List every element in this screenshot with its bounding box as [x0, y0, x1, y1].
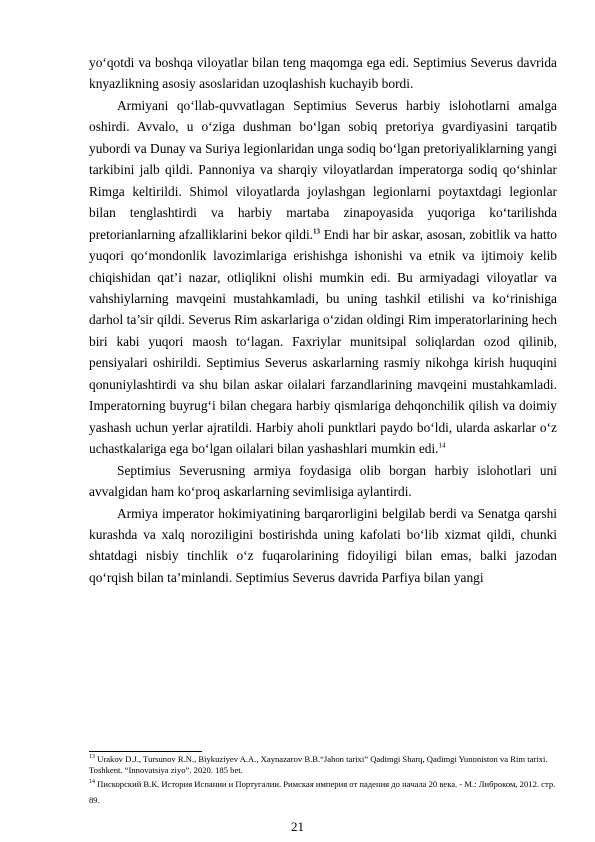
paragraph: [89, 52, 557, 95]
paragraph: [89, 503, 557, 589]
footnote: [89, 754, 557, 776]
footnote-text: Пискорский В.К. История Испании и Португалии. Римская империя от падения до начала 20 века. - М.: Либроком, 2012. стр. 89.: [89, 779, 556, 805]
paragraph-text: Septimius Severusning armiya foydasiga olib borgan harbiy islohotlari uni avvalgidan ham ko‘proq askarlarning sevimlisiga aylantirdi.: [89, 462, 557, 500]
footnote-number: 14: [89, 779, 95, 786]
paragraph: [89, 95, 557, 460]
footnote-number: 13: [89, 754, 95, 761]
main-text: [89, 52, 557, 588]
paragraph-text: yo‘qotdi va boshqa viloyatlar bilan teng maqomga ega edi. Septimius Severus davrida knyazlikning asosiy asoslaridan uzoqlashish kuchayib bordi.: [89, 55, 557, 92]
footnotes: [89, 754, 557, 808]
footnote-text: Urakov D.J., Tursunov R.N., Biykuziyev A.A., Xaynazarov B.B.“Jahon tarixi” Qadimgi Sharq, Qadimgi Yunoniston va Rim tarixi. Toshkent. “Innovatsiya ziyo”. 2020. 185 bet.: [89, 754, 548, 775]
paragraph-text: Armiya imperator hokimiyatining barqarorligini belgilab berdi va Senatga qarshi kurashda va xalq noroziligini bostirishda uning kafolati bo‘lib xizmat qildi, chunki shtatdagi nisbiy tinchlik o‘z fuqarolarining fidoyiligi bilan emas, balki jazodan qo‘rqish bilan ta’minlandi. Septimius Severus davrida Parfiya bilan yangi: [89, 505, 557, 585]
footnote: [89, 776, 557, 808]
page-number: 21: [291, 819, 304, 834]
paragraph-text: Endi har bir askar, asosan, zobitlik va hatto yuqori qo‘mondonlik lavozimlariga erishishga ishonishi va etnik va ijtimoiy kelib chiqishidan qat’i nazar, otliqlikni olishi mumkin edi. Bu armiyadagi viloyatlar va vahshiylarning mavqeini mustahkamladi, bu uning tashkil etilishi va ko‘rinishiga darhol ta’sir qildi. Severus Rim askarlariga o‘zidan oldingi Rim imperatorlarining hech biri kabi yuqori maosh to‘lagan. Faxriylar munitsipal soliqlardan ozod qilinib, pensiyalari oshirildi. Septimius Severus askarlarning rasmiy nikohga kirish huquqini qonuniylashtirdi va shu bilan askar oilalari farzandlarining mavqeini mustahkamladi. Imperatorning buyrug‘i bilan chegara harbiy qismlariga dehqonchilik qilish va doimiy yashash uchun yerlar ajratildi. Harbiy aholi punktlari paydo bo‘ldi, ularda askarlar o‘z uchastkalariga ega bo‘lgan oilalari bilan yashashlari mumkin edi.: [89, 226, 557, 457]
footnote-ref: 13: [313, 227, 321, 236]
footnote-separator: [89, 751, 202, 752]
paragraph-text: Armiyani qo‘llab-quvvatlagan Septimius Severus harbiy islohotlarni amalga oshirdi. Avvalo, u o‘ziga dushman bo‘lgan sobiq pretoriya gvardiyasini tarqatib yubordi va Dunay va Suriya legionlaridan unga sodiq bo‘lgan pretoriyaliklarning yangi tarkibini jalb qildi. Pannoniya va sharqiy viloyatlardan imperatorga sodiq qo‘shinlar Rimga keltirildi. Shimol viloyatlarda joylashgan legionlarni poytaxtdagi legionlar bilan tenglashtirdi va harbiy martaba zinapoyasida yuqoriga ko‘tarilishda pretorianlarning afzalliklarini bekor qildi.: [89, 97, 557, 242]
footnote-ref: 14: [438, 441, 446, 450]
paragraph: [89, 460, 557, 503]
